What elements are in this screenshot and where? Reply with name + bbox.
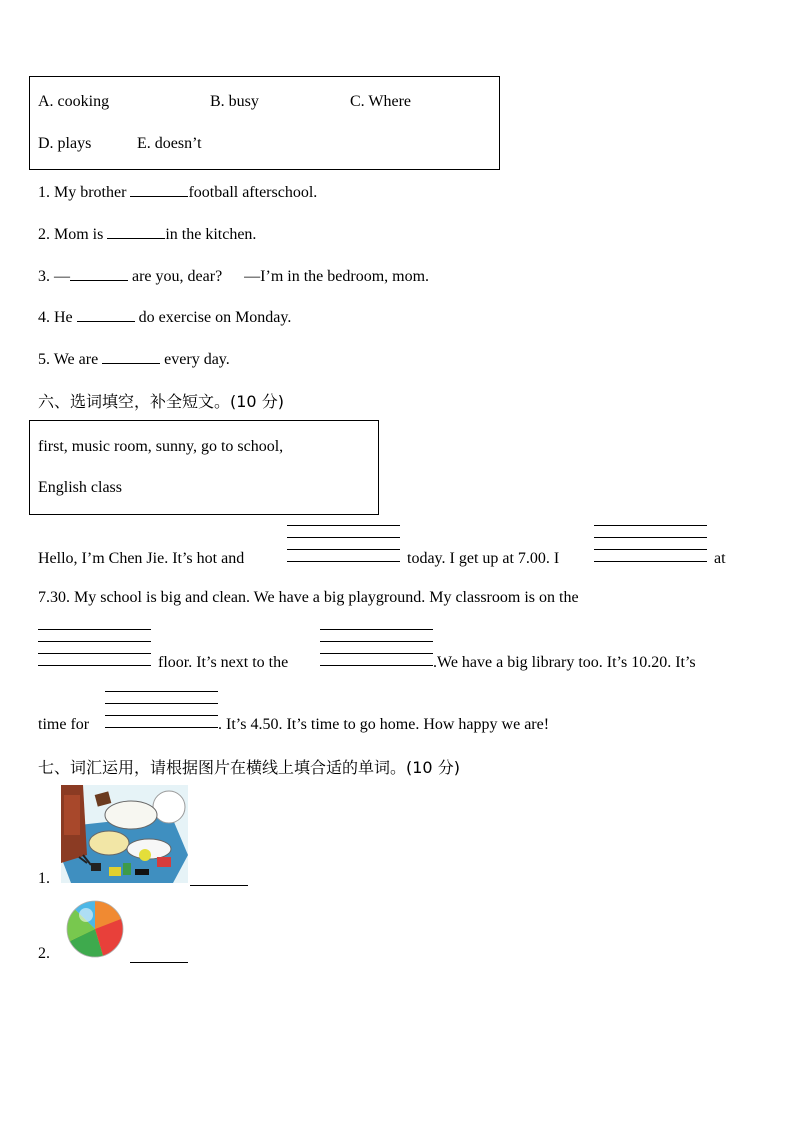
stacked-blank-5[interactable] xyxy=(105,691,218,728)
stacked-blank-4[interactable] xyxy=(320,629,433,666)
item-2-blank[interactable] xyxy=(130,948,188,963)
stacked-blank-1[interactable] xyxy=(287,525,400,562)
passage-line1-c: at xyxy=(714,550,726,567)
item-1-blank[interactable] xyxy=(190,871,248,886)
passage-line4-a: time for xyxy=(38,716,90,733)
messy-bedroom-icon xyxy=(61,785,188,883)
section-7-heading: 七、词汇运用，请根据图片在横线上填合适的单词。(10 分) xyxy=(38,758,460,777)
answer-blank[interactable] xyxy=(70,266,128,281)
option-d: D. plays xyxy=(38,135,92,152)
answer-blank[interactable] xyxy=(102,349,160,364)
option-e: E. doesn’t xyxy=(137,135,202,152)
option-a: A. cooking xyxy=(38,93,110,110)
sentence-1: 1. My brother football afterschool. xyxy=(38,184,318,201)
word-box-2-line1: first, music room, sunny, go to school, xyxy=(38,438,284,455)
sentence-4: 4. He do exercise on Monday. xyxy=(38,309,292,326)
stacked-blank-2[interactable] xyxy=(594,525,707,562)
passage-line4-b: . It’s 4.50. It’s time to go home. How happy we are! xyxy=(218,716,550,733)
passage-line1-a: Hello, I’m Chen Jie. It’s hot and xyxy=(38,550,245,567)
passage-line3-b: .We have a big library too. It’s 10.20. It’s xyxy=(433,654,696,671)
answer-blank[interactable] xyxy=(107,224,165,239)
section-6-heading: 六、选词填空，补全短文。(10 分) xyxy=(38,392,284,411)
option-c: C. Where xyxy=(350,93,412,110)
sentence-2: 2. Mom is in the kitchen. xyxy=(38,226,257,243)
passage-line2: 7.30. My school is big and clean. We have a big playground. My classroom is on the xyxy=(38,589,579,606)
answer-blank[interactable] xyxy=(77,307,135,322)
passage-line3-a: floor. It’s next to the xyxy=(158,654,289,671)
word-box-1 xyxy=(29,76,500,170)
sentence-5: 5. We are every day. xyxy=(38,351,230,368)
colorful-ball-icon xyxy=(64,899,126,959)
answer-blank[interactable] xyxy=(130,182,188,197)
passage-line1-b: today. I get up at 7.00. I xyxy=(407,550,560,567)
sentence-3: 3. — are you, dear? —I’m in the bedroom, mom. xyxy=(38,268,430,285)
item-1-number: 1. xyxy=(38,870,50,887)
word-box-2 xyxy=(29,420,379,515)
option-b: B. busy xyxy=(210,93,259,110)
word-box-2-line2: English class xyxy=(38,479,122,496)
item-2-number: 2. xyxy=(38,945,50,962)
stacked-blank-3[interactable] xyxy=(38,629,151,666)
